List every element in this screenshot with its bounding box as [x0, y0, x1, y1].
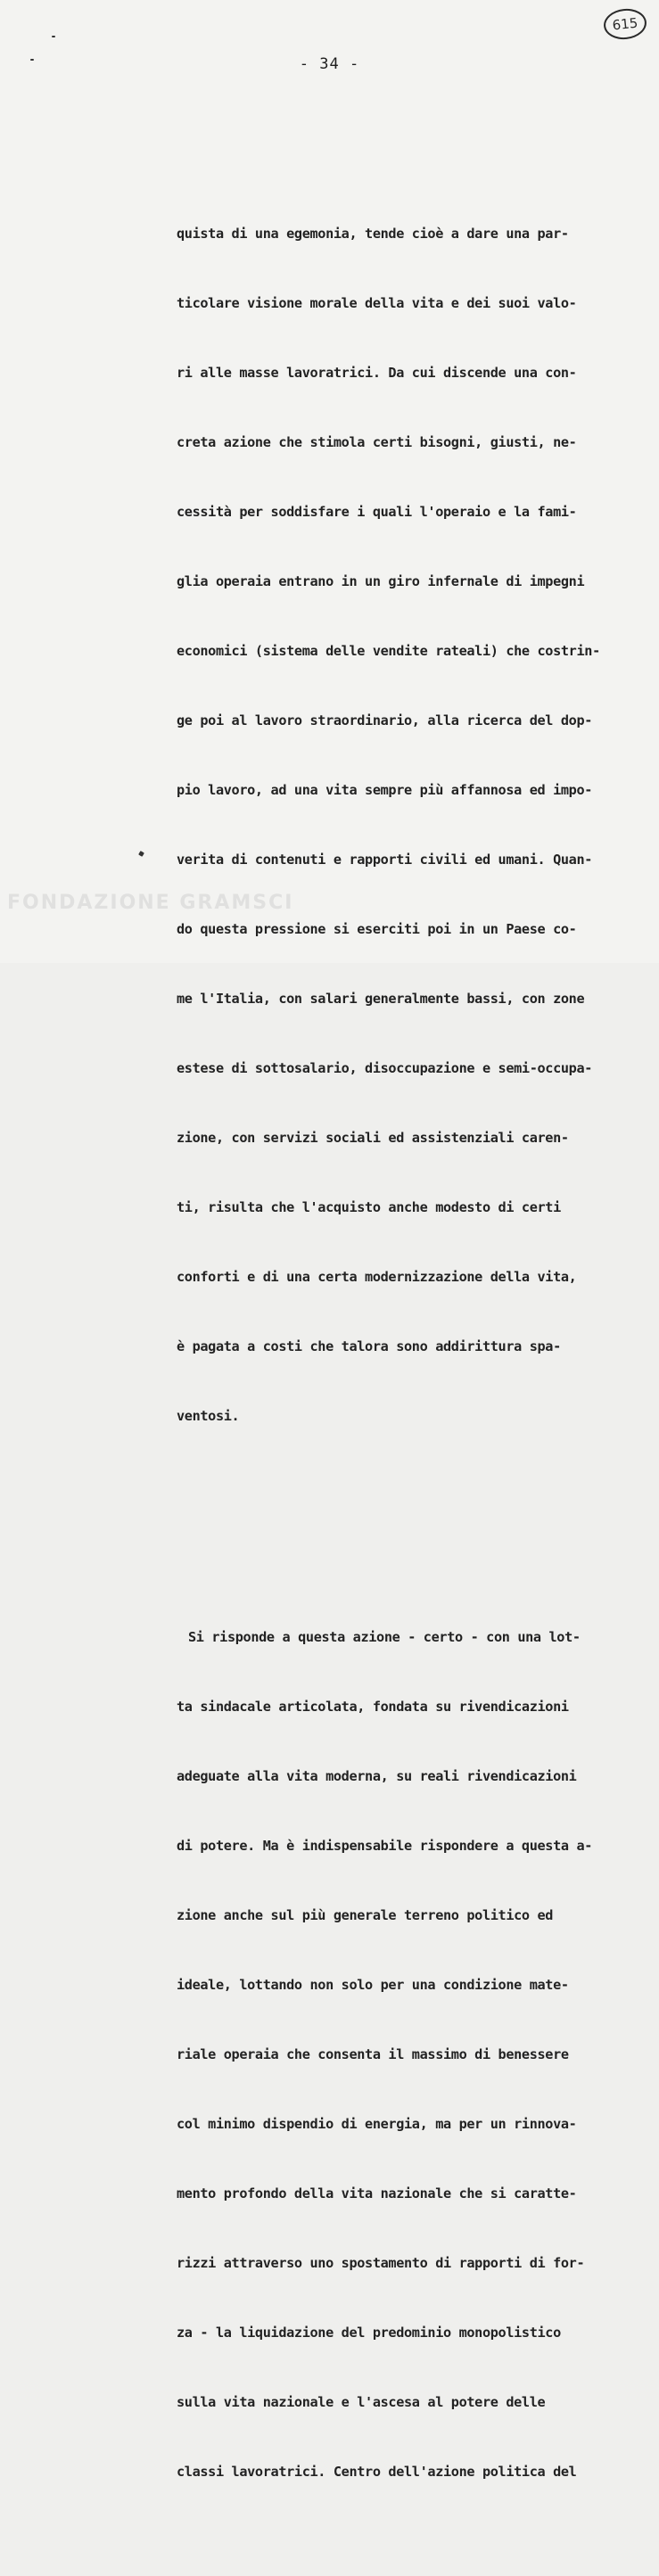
- text-line: ta sindacale articolata, fondata su rivendicazioni: [177, 1699, 569, 1715]
- watermark: FONDAZIONE GRAMSCI: [7, 892, 294, 914]
- text-line: è pagata a costi che talora sono addirittura spa-: [177, 1338, 561, 1354]
- paragraph-2: [177, 1579, 605, 2530]
- text-line: Si risponde a questa azione - certo - con una lot-: [188, 1629, 581, 1645]
- text-line: conforti e di una certa modernizzazione della vita,: [177, 1269, 577, 1285]
- text-line: ventosi.: [177, 1408, 240, 1424]
- text-line: ideale, lottando non solo per una condizione mate-: [177, 1977, 569, 1993]
- text-line: sulla vita nazionale e l'ascesa al potere delle: [177, 2394, 546, 2410]
- text-line: classi lavoratrici. Centro dell'azione politica del: [177, 2464, 577, 2480]
- text-line: adeguate alla vita moderna, su reali rivendicazioni: [177, 1768, 577, 1784]
- text-line: estese di sottosalario, disoccupazione e semi-occupa-: [177, 1060, 593, 1076]
- speck-mark: [30, 59, 34, 61]
- text-line: cessità per soddisfare i quali l'operaio e la fami-: [177, 504, 577, 520]
- text-line: za - la liquidazione del predominio monopolistico: [177, 2325, 561, 2341]
- text-line: verita di contenuti e rapporti civili ed umani. Quan-: [177, 852, 593, 868]
- text-line: me l'Italia, con salari generalmente bassi, con zone: [177, 991, 585, 1007]
- text-line: zione anche sul più generale terreno politico ed: [177, 1907, 554, 1923]
- text-line: mento profondo della vita nazionale che si caratte-: [177, 2185, 577, 2202]
- folio-stamp: 615: [602, 7, 647, 42]
- paragraph-1: [177, 176, 605, 1474]
- text-line: zione, con servizi sociali ed assistenziali caren-: [177, 1130, 569, 1146]
- paragraph-gap: [177, 1520, 605, 1533]
- text-line: creta azione che stimola certi bisogni, giusti, ne-: [177, 434, 577, 450]
- text-line: ti, risulta che l'acquisto anche modesto di certi: [177, 1199, 561, 1215]
- speck-mark: [52, 36, 55, 37]
- speck-mark: [138, 851, 144, 857]
- text-line: glia operaia entrano in un giro infernale di impegni: [177, 573, 585, 589]
- body-text: [177, 129, 605, 2576]
- text-line: quista di una egemonia, tende cioè a dare una par-: [177, 226, 569, 242]
- page-number: - 34 -: [299, 55, 360, 73]
- text-line: ge poi al lavoro straordinario, alla ricerca del dop-: [177, 712, 593, 728]
- text-line: do questa pressione si eserciti poi in un Paese co-: [177, 921, 577, 937]
- text-line: pio lavoro, ad una vita sempre più affannosa ed impo-: [177, 782, 593, 798]
- text-line: col minimo dispendio di energia, ma per un rinnova-: [177, 2116, 577, 2132]
- text-line: ticolare visione morale della vita e dei suoi valo-: [177, 295, 577, 311]
- text-line: rizzi attraverso uno spostamento di rapporti di for-: [177, 2255, 585, 2271]
- text-line: di potere. Ma è indispensabile rispondere a questa a-: [177, 1838, 593, 1854]
- text-line: riale operaia che consenta il massimo di benessere: [177, 2046, 569, 2062]
- text-line: ri alle masse lavoratrici. Da cui discende una con-: [177, 365, 577, 381]
- text-line: economici (sistema delle vendite rateali) che costrin-: [177, 643, 600, 659]
